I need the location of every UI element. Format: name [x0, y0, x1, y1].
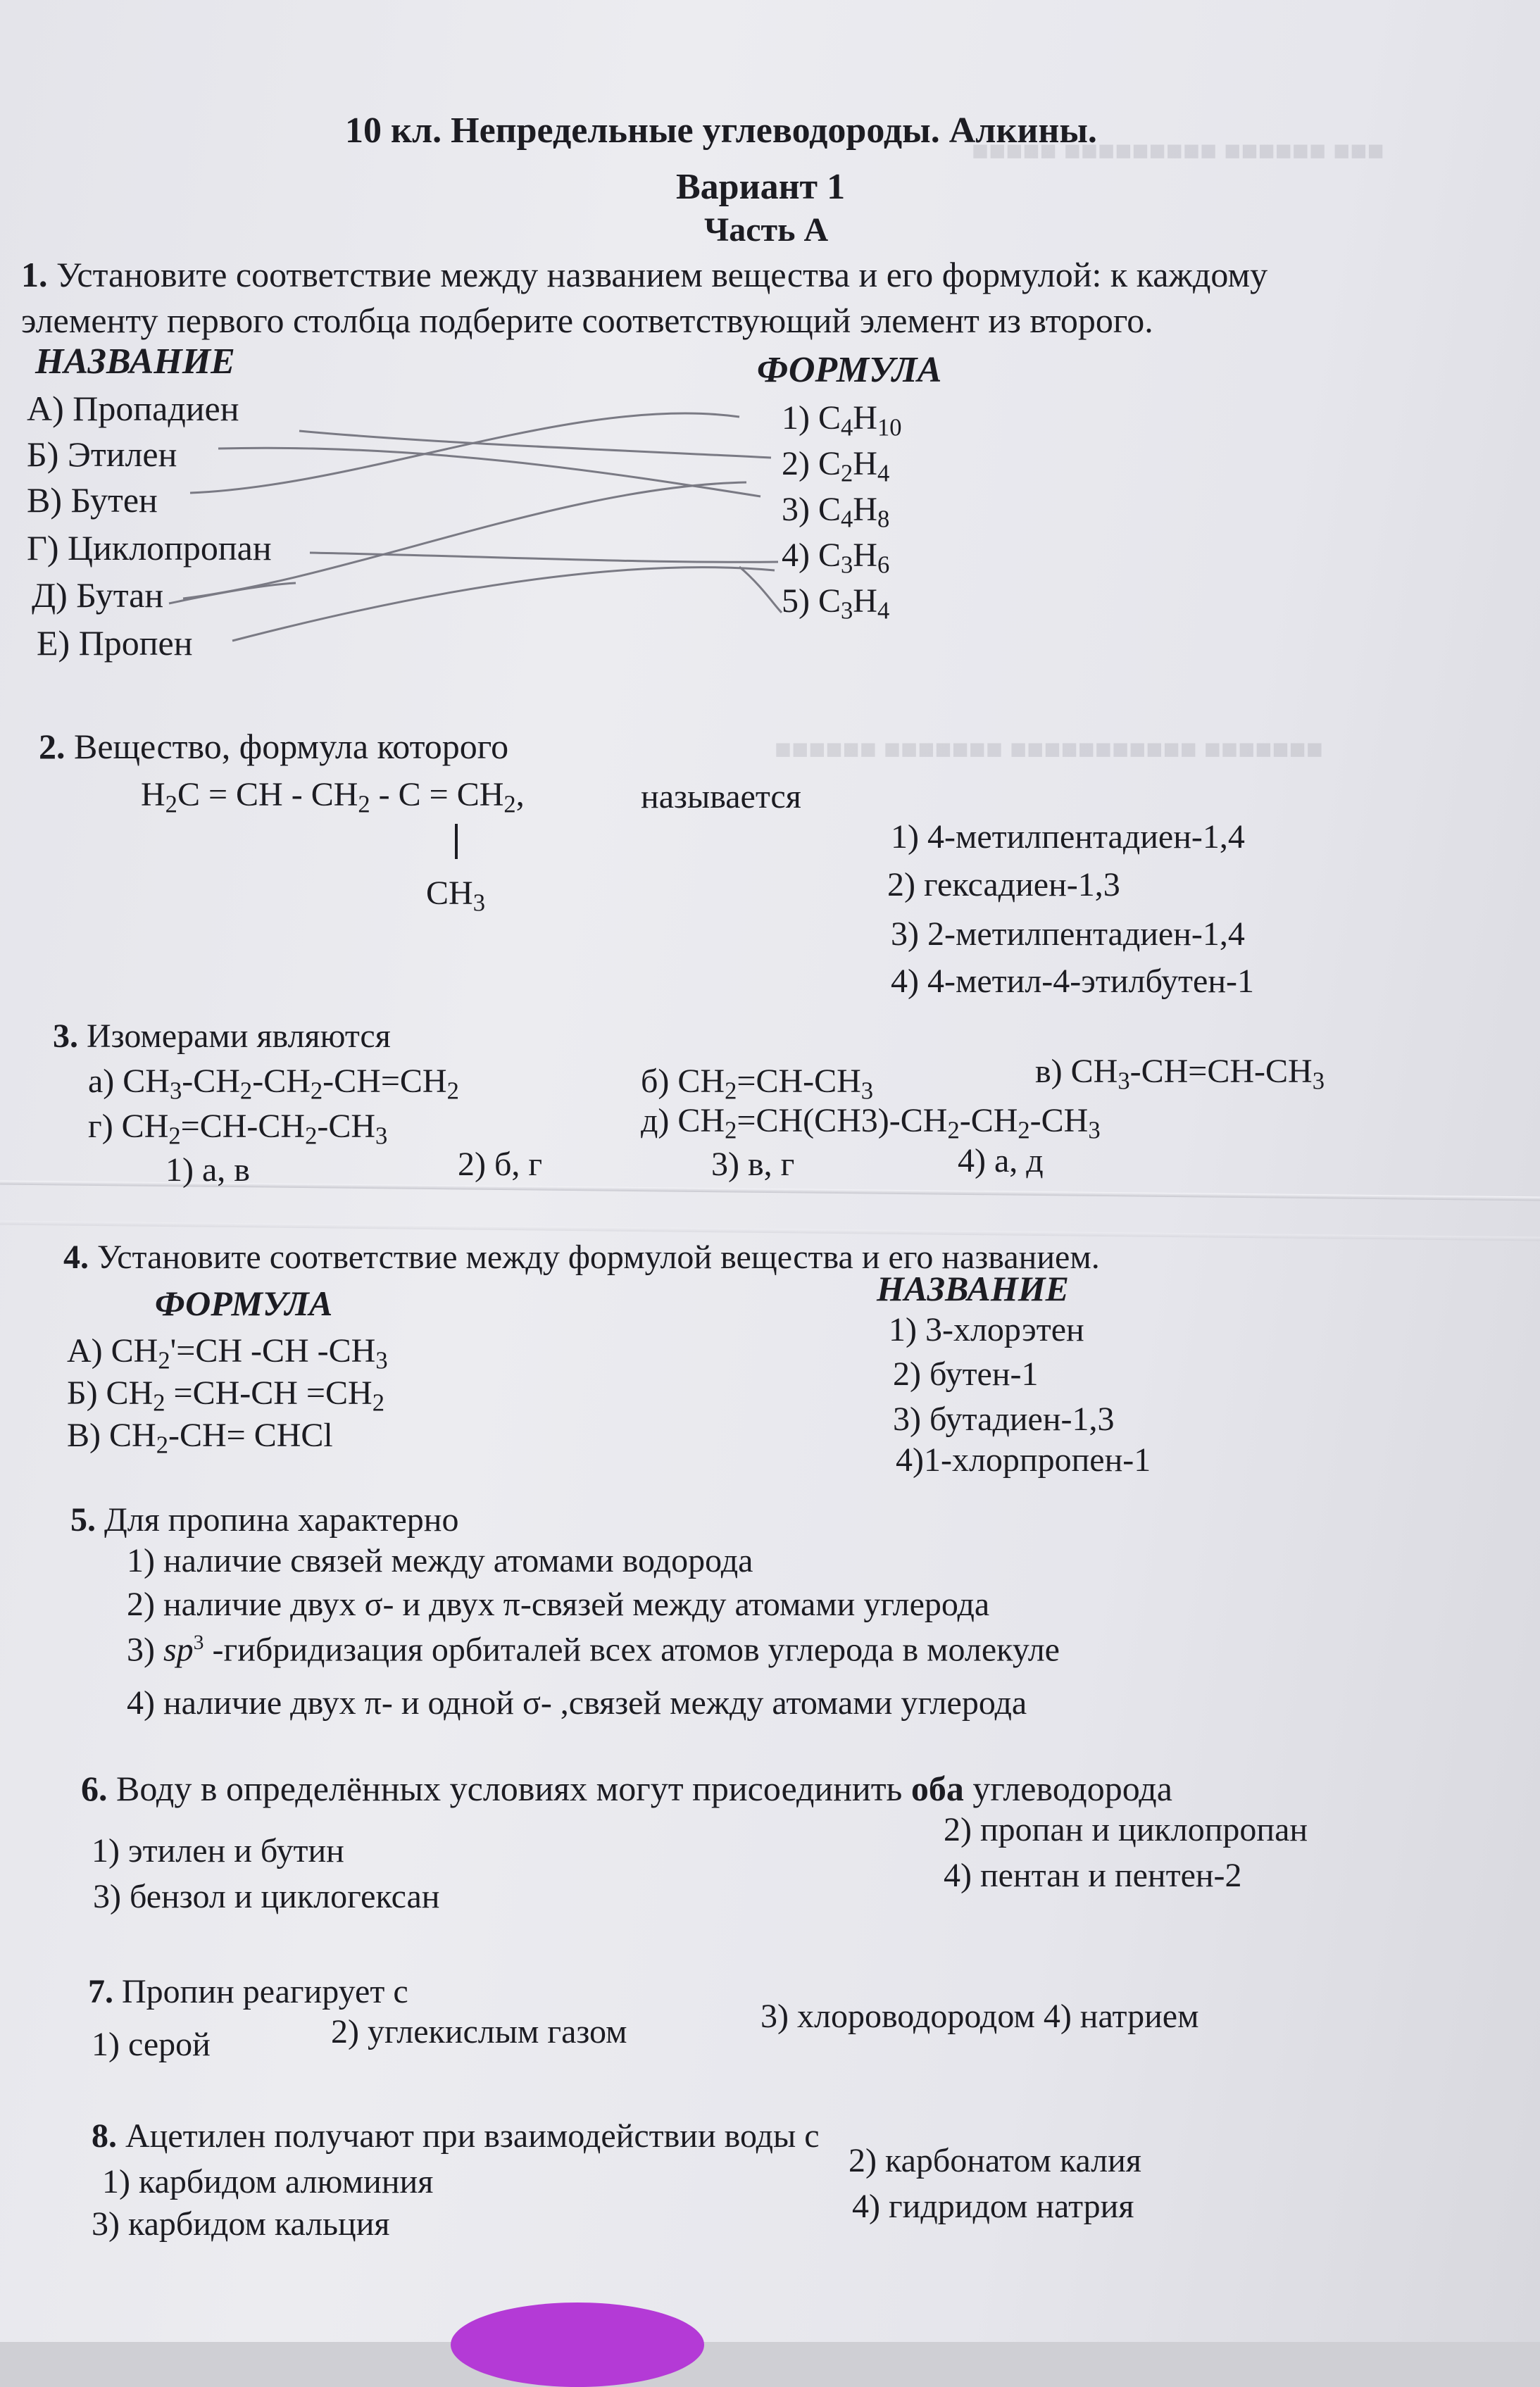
- page-title: 10 кл. Непредельные углеводороды. Алкины.: [345, 111, 1097, 151]
- q5-option-4: 4) наличие двух π- и одной σ- ,связей между атомами углерода: [127, 1684, 1027, 1722]
- q3-option-b: б) $CH_2=CH-CH_3$: [641, 1063, 874, 1105]
- q6-number: 6.: [81, 1769, 108, 1808]
- q2-number: 2.: [39, 727, 65, 766]
- q5-text: 5. Для пропина характерно: [70, 1501, 459, 1539]
- q7-option-1: 1) серой: [92, 2026, 211, 2063]
- pencil-line: [169, 583, 296, 603]
- q4-name-2: 2) бутен-1: [893, 1355, 1039, 1393]
- q3-answer-1: 1) а, в: [165, 1151, 250, 1189]
- q1-name-d: Г) Циклопропан: [27, 528, 272, 568]
- q3-answer-2: 2) б, г: [458, 1146, 543, 1183]
- q7-option-34: 3) хлороводородом 4) натрием: [760, 1998, 1199, 2035]
- q5-number: 5.: [70, 1501, 96, 1539]
- q2-option-1: 1) 4-метилпентадиен-1,4: [891, 818, 1245, 856]
- q2-bond-line: [455, 824, 458, 859]
- q8-option-4: 4) гидридом натрия: [852, 2188, 1134, 2225]
- q1-text: Установите соответствие между названием вещества и его формулой: к каждому: [56, 255, 1268, 294]
- q1-formula-4: 4) $C_3H_6$: [782, 537, 890, 579]
- q4-formula-a: А) $CH_2'=CH$ -CH $-CH_3$: [67, 1332, 388, 1374]
- q7-option-2: 2) углекислым газом: [331, 2013, 627, 2050]
- bleed-through-text: ■■■■■■■ ■■■■■■■■■■■ ■■■■■■■ ■■■■■■: [775, 733, 1323, 765]
- q3-option-a: а) $CH_3-CH_2-CH_2-CH=CH_2$: [88, 1063, 459, 1105]
- q2-option-2: 2) гексадиен-1,3: [887, 866, 1120, 903]
- q8-option-1: 1) карбидом алюминия: [102, 2163, 434, 2200]
- q6-text: 6. Воду в определённых условиях могут присоединить оба углеводорода: [81, 1769, 1172, 1808]
- q2-called: называется: [641, 778, 801, 815]
- pencil-line: [739, 567, 782, 613]
- q6-option-4: 4) пентан и пентен-2: [944, 1857, 1242, 1894]
- q1-name-a: А) Пропадиен: [27, 389, 239, 428]
- pencil-line: [299, 431, 771, 458]
- q4-name-1: 1) 3-хлорэтен: [889, 1311, 1084, 1348]
- fingertip: [451, 2303, 704, 2387]
- q1-name-e: Д) Бутан: [32, 575, 164, 615]
- q1-formula-3: 3) $C_4H_8$: [782, 491, 890, 533]
- q1-col-name: НАЗВАНИЕ: [35, 342, 235, 382]
- q3-number: 3.: [53, 1017, 78, 1055]
- q3-option-g: г) $CH_2=CH-CH_2-CH_3$: [88, 1108, 388, 1150]
- q1-formula-2: 2) $C_2H_4$: [782, 445, 890, 487]
- q2-option-3: 3) 2-метилпентадиен-1,4: [891, 915, 1245, 953]
- pencil-match-lines: [0, 0, 1540, 704]
- pencil-line: [310, 553, 778, 562]
- q3-answer-4: 4) а, д: [958, 1142, 1044, 1179]
- q6-option-1: 1) этилен и бутин: [92, 1832, 344, 1869]
- q1-name-b: Б) Этилен: [27, 434, 177, 474]
- q3-text: 3. Изомерами являются: [53, 1017, 391, 1055]
- q4-col-name: НАЗВАНИЕ: [877, 1269, 1069, 1308]
- q2-formula: $H_2C$ = CH - $CH_2 - C = CH_2$,: [141, 776, 525, 818]
- q4-text: 4. Установите соответствие между формулой вещества и его названием.: [63, 1239, 1100, 1276]
- q8-text: 8. Ацетилен получают при взаимодействии воды с: [92, 2117, 820, 2155]
- q4-formula-c: В) $CH_2-CH=$ CHCl: [67, 1417, 333, 1459]
- pencil-line: [183, 482, 746, 599]
- q3-option-c: в) $CH_3-CH=CH-CH_3$: [1035, 1053, 1325, 1095]
- pencil-line: [232, 568, 775, 641]
- q5-option-2: 2) наличие двух σ- и двух π-связей между атомами углерода: [127, 1586, 990, 1623]
- q1-name-f: Е) Пропен: [37, 623, 193, 663]
- q2-option-4: 4) 4-метил-4-этилбутен-1: [891, 963, 1254, 1000]
- q1-col-formula: ФОРМУЛА: [757, 350, 942, 390]
- q6-option-2: 2) пропан и циклопропан: [944, 1811, 1308, 1848]
- q4-number: 4.: [63, 1239, 89, 1276]
- q3-answer-3: 3) в, г: [711, 1146, 795, 1183]
- q3-option-d: д) $CH_2=CH(CH3)-CH_2-CH_2-CH_3$: [641, 1102, 1101, 1144]
- q1-text-line2: элементу первого столбца подберите соответствующий элемент из второго.: [21, 301, 1153, 340]
- q1-number: 1.: [21, 255, 48, 294]
- q4-col-formula: ФОРМУЛА: [155, 1284, 333, 1323]
- q6-option-3: 3) бензол и циклогексан: [93, 1878, 440, 1915]
- q8-number: 8.: [92, 2117, 117, 2155]
- part-label: Часть А: [704, 211, 829, 249]
- q8-option-3: 3) карбидом кальция: [92, 2205, 390, 2243]
- q2-text: 2. Вещество, формула которого: [39, 727, 509, 766]
- variant-label: Вариант 1: [676, 167, 846, 207]
- q7-number: 7.: [88, 1973, 113, 2010]
- q2-ch3: $CH_3$: [426, 875, 485, 917]
- q4-name-3: 3) бутадиен-1,3: [893, 1401, 1115, 1438]
- q7-text: 7. Пропин реагирует с: [88, 1973, 408, 2010]
- q1-formula-5: 5) $C_3H_4$: [782, 582, 890, 625]
- q5-option-1: 1) наличие связей между атомами водорода: [127, 1542, 753, 1579]
- q5-option-3: 3) $sp^3$ -гибридизация орбиталей всех атомов углерода в молекуле: [127, 1631, 1060, 1669]
- bleed-through-text: ■■■ ■■■■■■ ■■■■■■■■■ ■■■■■: [972, 134, 1384, 166]
- q4-name-4: 4)1-хлорпропен-1: [896, 1441, 1151, 1479]
- pencil-line: [218, 448, 760, 496]
- q8-option-2: 2) карбонатом калия: [849, 2142, 1141, 2179]
- q1-name-c: В) Бутен: [27, 480, 158, 520]
- q4-formula-b: Б) $CH_2 =CH-CH =CH_2$: [67, 1374, 384, 1417]
- q1-formula-1: 1) $C_4H_{10}$: [782, 399, 902, 441]
